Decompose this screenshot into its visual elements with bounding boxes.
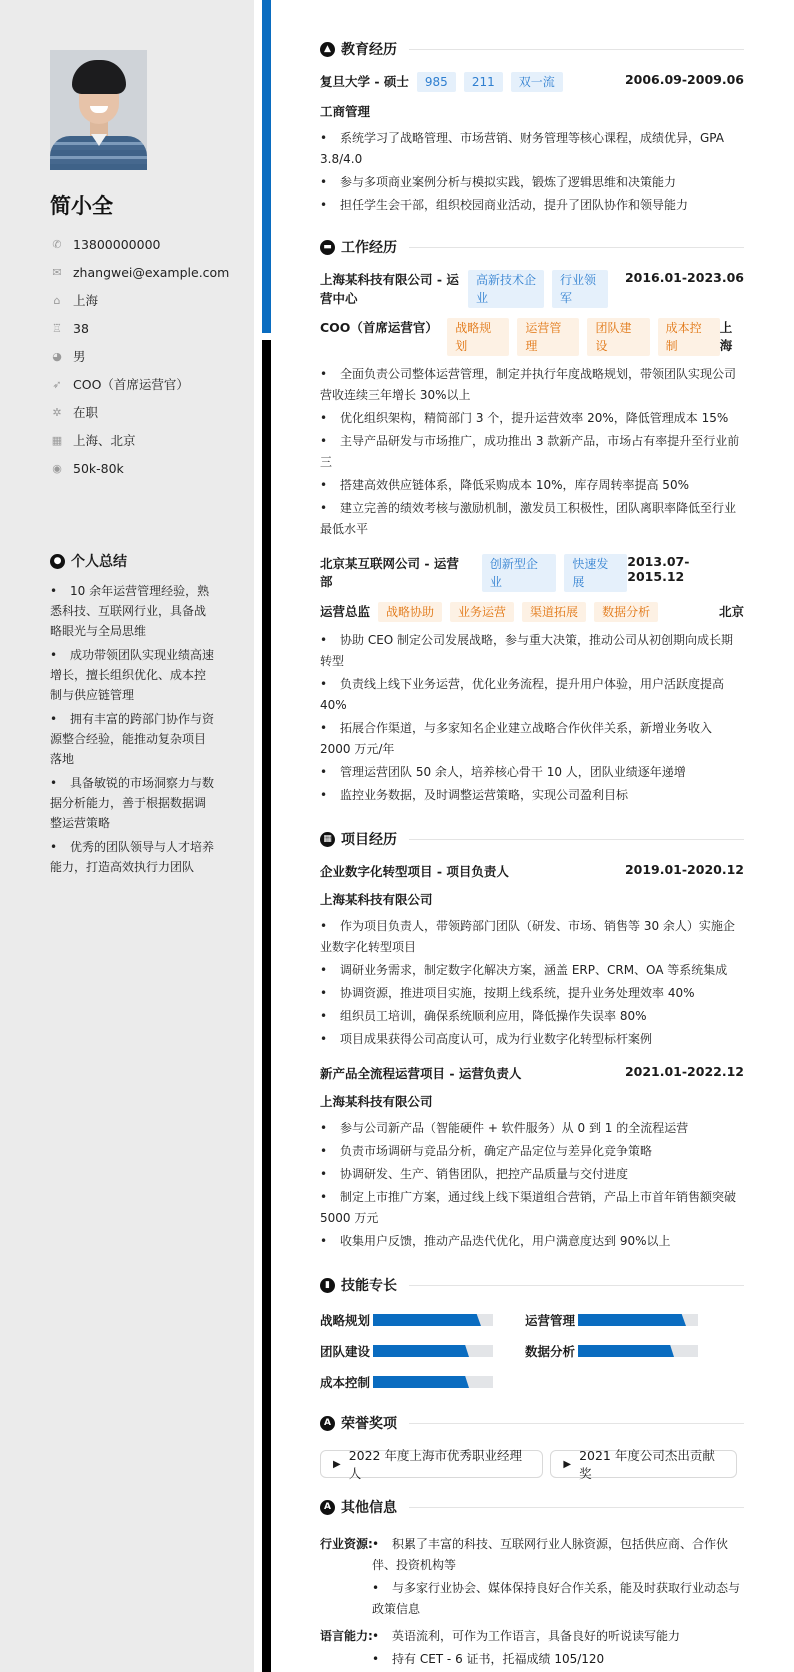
list-item: • 优化组织架构，精简部门 3 个，提升运营效率 20%，降低管理成本 15% [320,411,729,425]
main-content [320,38,744,1672]
list-item: • 收集用户反馈，推动产品迭代优化，用户满意度达到 90%以上 [320,1234,671,1248]
major: 工商管理 [320,104,371,119]
contact-phone: ✆ 13800000000 [50,230,229,258]
other-info [320,1534,744,1672]
project-details [320,916,744,1050]
list-item: • 建立完善的绩效考核与激励机制，激发员工积极性，团队离职率降低至行业最低水平 [320,501,737,536]
list-item: • 组织员工培训，确保系统顺利应用，降低操作失误率 80% [320,1009,647,1023]
list-item: • 制定上市推广方案，通过线上线下渠道组合营销，产品上市首年销售额突破 5000 万元 [320,1190,737,1225]
job-location: 北京 [718,604,744,619]
list-item: • 英语流利，可作为工作语言，具备良好的听说读写能力 [372,1629,681,1643]
contact-age: ♖ 38 [50,314,229,342]
skill-tag: 成本控制 [658,318,720,356]
work-heading: ▬ 工作经历 [320,236,744,258]
school-tag: 211 [464,72,503,92]
briefcase-icon: ▬ [320,240,335,255]
skill-tag: 战略协助 [378,602,442,622]
list-item: • 具备敏锐的市场洞察力与数据分析能力，善于根据数据调整运营策略 [50,776,215,830]
job-details [320,364,744,540]
project-details [320,1118,744,1252]
school-tag: 双一流 [511,72,563,92]
list-item: • 负责市场调研与竞品分析，确定产品定位与差异化竞争策略 [320,1144,653,1158]
education-details [320,128,744,216]
skill-bar [373,1376,493,1388]
list-item: • 拓展合作渠道，与多家知名企业建立战略合作伙伴关系，新增业务收入 2000 万元/年 [320,721,713,756]
list-item: • 项目成果获得公司高度认可，成为行业数字化转型标杆案例 [320,1032,653,1046]
awards-heading: A 荣誉奖项 [320,1412,744,1434]
skill-item: 数据分析 [525,1343,730,1359]
company-tag: 快速发展 [564,554,627,592]
skill-tag: 数据分析 [594,602,658,622]
project-company: 上海某科技有限公司 [320,1094,433,1109]
skill-item: 战略规划 [320,1312,525,1328]
list-item: • 拥有丰富的跨部门协作与资源整合经验，能推动复杂项目落地 [50,712,215,766]
list-item: • 协调资源，推进项目实施，按期上线系统，提升业务处理效率 40% [320,986,695,1000]
skills-grid [320,1312,744,1390]
list-item: • 搭建高效供应链体系，降低采购成本 10%，库存周转率提高 50% [320,478,689,492]
contact-status: ✲ 在职 [50,398,229,426]
play-icon: ▶ [563,1458,572,1470]
home-icon: ⌂ [53,293,61,307]
other-heading: A 其他信息 [320,1496,744,1518]
list-item: • 参与多项商业案例分析与模拟实践，锻炼了逻辑思维和决策能力 [320,175,677,189]
company-tag: 高新技术企业 [468,270,544,308]
list-item: • 调研业务需求，制定数字化解决方案，涵盖 ERP、CRM、OA 等系统集成 [320,963,728,977]
status-icon: ✲ [52,405,62,419]
skill-bar [373,1314,493,1326]
list-item: • 主导产品研发与市场推广，成功推出 3 款新产品，市场占有率提升至行业前三 [320,434,740,469]
job-row [320,270,744,308]
accent-divider [262,0,271,333]
award-item: ▶ 2022 年度上海市优秀职业经理人 [320,1450,543,1478]
bar-chart-icon: ▮ [320,1278,335,1293]
other-group: 语言能力: • 英语流利，可作为工作语言，具备良好的听说读写能力 • 持有 CET - 6 证书，托福成绩 105/120 [320,1626,744,1672]
list-item: • 作为项目负责人，带领跨部门团队（研发、市场、销售等 30 余人）实施企业数字化转型项目 [320,919,735,954]
list-item: • 协调研发、生产、销售团队，把控产品质量与交付进度 [320,1167,629,1181]
list-item: • 10 余年运营管理经验，熟悉科技、互联网行业，具备战略眼光与全局思维 [50,584,210,638]
skill-tag: 运营管理 [517,318,579,356]
contact-email: ✉ zhangwei@example.com [50,258,229,286]
role: COO（首席运营官） [320,320,438,335]
list-item: • 成功带领团队实现业绩高速增长，擅长组织优化、成本控制与供应链管理 [50,648,215,702]
list-item: • 全面负责公司整体运营管理，制定并执行年度战略规划，带领团队实现公司营收连续三年增长 30%以上 [320,367,737,402]
company-tag: 行业领军 [552,270,608,308]
candidate-name: 简小全 [50,194,113,218]
gender-icon: ◕ [52,349,62,363]
job-details [320,630,744,806]
company-name: 上海某科技有限公司 - 运营中心 [320,272,459,306]
phone-icon: ✆ [52,237,62,251]
project-name: 企业数字化转型项目 - 项目负责人 [320,864,509,879]
project-period: 2021.01-2022.12 [624,1064,744,1079]
skill-tag: 渠道拓展 [522,602,586,622]
list-item: • 协助 CEO 制定公司发展战略，参与重大决策，推动公司从初创期向成长期转型 [320,633,734,668]
info-icon: A [320,1500,335,1515]
skill-tag: 团队建设 [587,318,649,356]
other-group: 行业资源: • 积累了丰富的科技、互联网行业人脉资源，包括供应商、合作伙伴、投资机构等 • 与多家行业协会、媒体保持良好合作关系，能及时获取行业动态与政策信息 [320,1534,744,1622]
role-row [320,318,744,356]
project-icon: ▦ [320,832,335,847]
school-tag: 985 [417,72,456,92]
skill-bar [373,1345,493,1357]
contact-salary: ◉ 50k-80k [50,454,229,482]
education-row [320,72,744,92]
skill-item: 团队建设 [320,1343,525,1359]
project-name: 新产品全流程运营项目 - 运营负责人 [320,1066,522,1081]
project-row [320,1064,744,1082]
sidebar [0,0,254,1672]
list-item: • 优秀的团队领导与人才培养能力，打造高效执行力团队 [50,840,215,874]
education-period: 2006.09-2009.06 [624,72,744,87]
list-item: • 担任学生会干部，组织校园商业活动，提升了团队协作和领导能力 [320,198,689,212]
role-row [320,602,744,622]
job-period: 2013.07-2015.12 [627,554,690,584]
job-period: 2016.01-2023.06 [624,270,744,285]
project-period: 2019.01-2020.12 [624,862,744,877]
contact-position: ➶ COO（首席运营官） [50,370,229,398]
salary-icon: ◉ [52,461,62,475]
list-item: • 参与公司新产品（智能硬件 + 软件服务）从 0 到 1 的全流程运营 [320,1121,689,1135]
column-divider [262,340,271,1672]
list-item: • 管理运营团队 50 余人，培养核心骨干 10 人，团队业绩逐年递增 [320,765,686,779]
education-heading: ▲ 教育经历 [320,38,744,60]
contact-location: ⌂ 上海 [50,286,229,314]
skills-heading: ▮ 技能专长 [320,1274,744,1296]
summary-heading: ● 个人总结 [50,551,127,571]
awards-list [320,1448,744,1481]
play-icon: ▶ [333,1458,341,1470]
school-name: 复旦大学 - 硕士 [320,74,409,89]
list-item: • 积累了丰富的科技、互联网行业人脉资源，包括供应商、合作伙伴、投资机构等 [372,1537,729,1572]
age-icon: ♖ [52,321,62,335]
profile-photo [50,50,147,170]
list-item: • 负责线上线下业务运营，优化业务流程，提升用户体验，用户活跃度提高 40% [320,677,725,712]
job-row [320,554,744,592]
projects-heading: ▦ 项目经历 [320,828,744,850]
user-icon: ● [50,554,65,569]
award-icon: A [320,1416,335,1431]
list-item: • 系统学习了战略管理、市场营销、财务管理等核心课程，成绩优异，GPA 3.8/4.0 [320,131,724,166]
list-item: • 监控业务数据，及时调整运营策略，实现公司盈利目标 [320,788,629,802]
position-icon: ➶ [52,377,62,391]
project-company: 上海某科技有限公司 [320,892,433,907]
contact-list [50,230,229,482]
contact-gender: ◕ 男 [50,342,229,370]
city-icon: ▦ [51,433,63,447]
list-item: • 与多家行业协会、媒体保持良好合作关系，能及时获取行业动态与政策信息 [372,1581,741,1616]
summary-list [50,581,215,881]
skill-tag: 业务运营 [450,602,514,622]
list-item: • 持有 CET - 6 证书，托福成绩 105/120 [372,1652,605,1666]
role: 运营总监 [320,604,371,619]
project-row [320,862,744,880]
skill-bar [578,1314,698,1326]
graduation-cap-icon: ▲ [320,42,335,57]
skill-item: 成本控制 [320,1374,525,1390]
skill-item: 运营管理 [525,1312,730,1328]
skill-bar [578,1345,698,1357]
contact-cities: ▦ 上海、北京 [51,433,136,448]
company-name: 北京某互联网公司 - 运营部 [320,556,459,589]
company-tag: 创新型企业 [482,554,557,592]
skill-tag: 战略规划 [447,318,509,356]
job-location: 上海 [719,320,733,353]
mail-icon: ✉ [52,265,62,279]
award-item: ▶ 2021 年度公司杰出贡献奖 [550,1450,737,1478]
